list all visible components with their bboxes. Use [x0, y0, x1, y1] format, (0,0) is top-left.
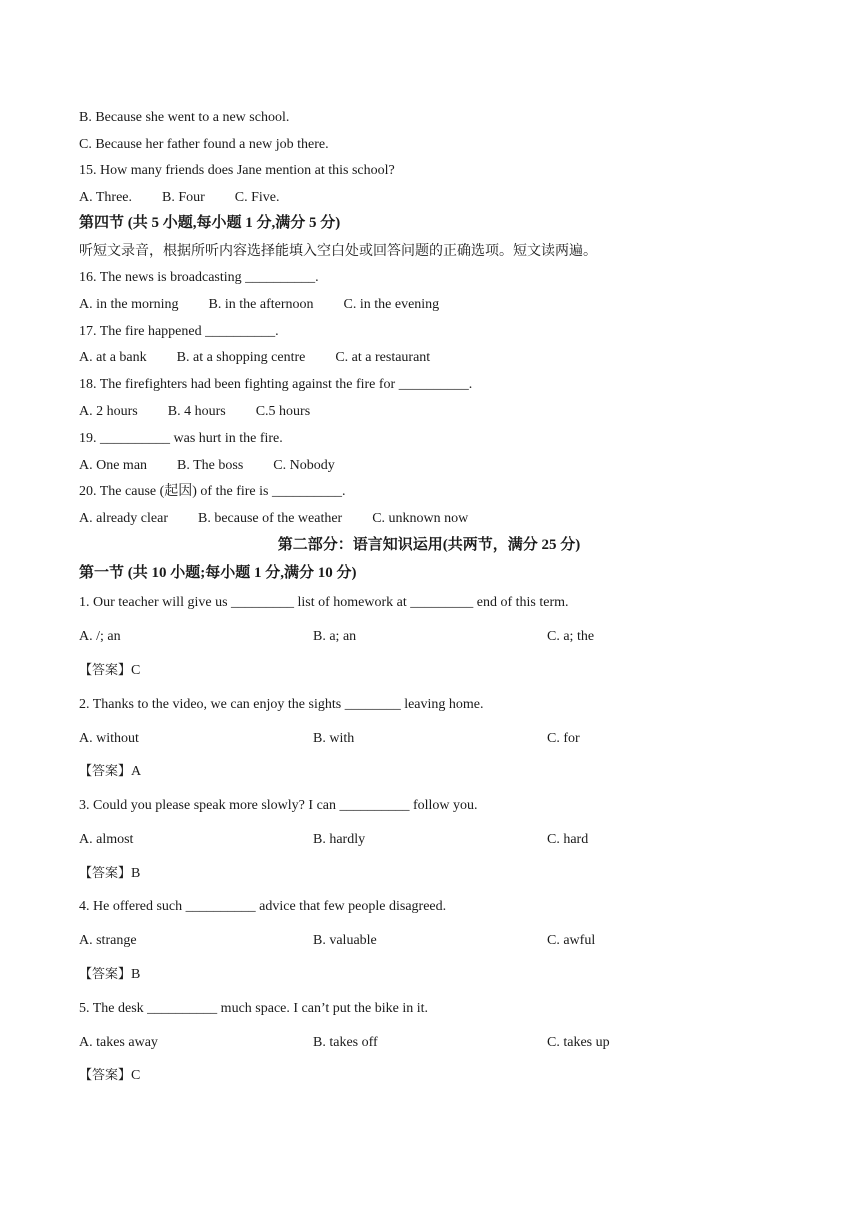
q16-option-b: B. in the afternoon	[208, 297, 314, 312]
p2-q2-stem: 2. Thanks to the video, we can enjoy the sights ________ leaving home.	[79, 697, 484, 712]
answer-value: B	[131, 866, 141, 881]
p2-q2-option-c: C. for	[547, 731, 580, 746]
p2-q4-option-b: B. valuable	[313, 933, 377, 948]
p2-q4-option-c: C. awful	[547, 933, 596, 948]
part2-title: 第二部分：语言知识运用(共两节，满分 25 分)	[277, 537, 581, 553]
answer-label: 【答案】	[79, 1068, 132, 1083]
q18-options	[79, 403, 310, 421]
p2-q2-option-a: A. without	[79, 731, 139, 746]
q18-stem: 18. The firefighters had been fighting against the fire for __________.	[79, 377, 473, 392]
q19-options	[79, 457, 335, 475]
p2-q3-stem: 3. Could you please speak more slowly? I can __________ follow you.	[79, 798, 478, 813]
part2-section1-heading: 第一节 (共 10 小题;每小题 1 分,满分 10 分)	[79, 565, 357, 581]
q19-option-c: C. Nobody	[273, 458, 335, 473]
p2-q3-answer	[79, 865, 140, 883]
q17-option-a: A. at a bank	[79, 350, 147, 365]
p2-q5-option-b: B. takes off	[313, 1035, 378, 1050]
p2-q4-option-a: A. strange	[79, 933, 137, 948]
p2-q3-option-a: A. almost	[79, 832, 134, 847]
p2-q5-answer	[79, 1067, 140, 1085]
p2-q1-answer	[79, 662, 140, 680]
answer-value: C	[131, 1068, 141, 1083]
q20-option-a: A. already clear	[79, 511, 168, 526]
q17-option-c: C. at a restaurant	[335, 350, 431, 365]
q15-option-a: A. Three.	[79, 190, 132, 205]
p2-q5-option-c: C. takes up	[547, 1035, 610, 1050]
q20-options	[79, 510, 468, 528]
p2-q2-answer	[79, 763, 141, 781]
p2-q1-option-c: C. a; the	[547, 629, 595, 644]
p2-q4-answer	[79, 966, 140, 984]
p2-q5-stem: 5. The desk __________ much space. I can’t put the bike in it.	[79, 1001, 429, 1016]
q18-option-a: A. 2 hours	[79, 404, 138, 419]
p2-q4-stem: 4. He offered such __________ advice that few people disagreed.	[79, 899, 447, 914]
q16-option-a: A. in the morning	[79, 297, 179, 312]
answer-label: 【答案】	[79, 663, 132, 678]
answer-value: B	[131, 967, 141, 982]
q17-option-b: B. at a shopping centre	[176, 350, 306, 365]
p2-q3-option-c: C. hard	[547, 832, 589, 847]
q17-stem: 17. The fire happened __________.	[79, 324, 279, 339]
q15-option-b: B. Four	[162, 190, 205, 205]
section4-instruction: 听短文录音，根据所听内容选择能填入空白处或回答问题的正确选项。短文读两遍。	[79, 243, 597, 259]
p2-q3-option-b: B. hardly	[313, 832, 366, 847]
q19-stem: 19. __________ was hurt in the fire.	[79, 431, 283, 446]
answer-label: 【答案】	[79, 764, 132, 779]
p2-q1-stem: 1. Our teacher will give us _________ list of homework at _________ end of this term.	[79, 595, 569, 610]
q15-options	[79, 189, 280, 207]
q16-option-c: C. in the evening	[343, 297, 440, 312]
q18-option-b: B. 4 hours	[167, 404, 226, 419]
q20-option-b: B. because of the weather	[198, 511, 343, 526]
q14-option-c: C. Because her father found a new job there.	[79, 137, 329, 152]
answer-value: C	[131, 663, 141, 678]
q19-option-b: B. The boss	[177, 458, 244, 473]
p2-q1-option-b: B. a; an	[313, 629, 357, 644]
q15-option-c: C. Five.	[234, 190, 280, 205]
p2-q5-option-a: A. takes away	[79, 1035, 158, 1050]
q17-options	[79, 349, 430, 367]
p2-q1-option-a: A. /; an	[79, 629, 121, 644]
q18-option-c: C.5 hours	[255, 404, 311, 419]
q16-stem: 16. The news is broadcasting __________.	[79, 270, 319, 285]
q16-options	[79, 296, 439, 314]
q20-option-c: C. unknown now	[372, 511, 469, 526]
answer-label: 【答案】	[79, 866, 132, 881]
section4-heading: 第四节 (共 5 小题,每小题 1 分,满分 5 分)	[79, 215, 341, 231]
answer-label: 【答案】	[79, 967, 132, 982]
q19-option-a: A. One man	[79, 458, 148, 473]
answer-value: A	[131, 764, 142, 779]
q14-option-b: B. Because she went to a new school.	[79, 110, 290, 125]
p2-q2-option-b: B. with	[313, 731, 355, 746]
q15-stem: 15. How many friends does Jane mention at this school?	[79, 163, 395, 178]
q20-stem: 20. The cause (起因) of the fire is __________.	[79, 484, 346, 499]
